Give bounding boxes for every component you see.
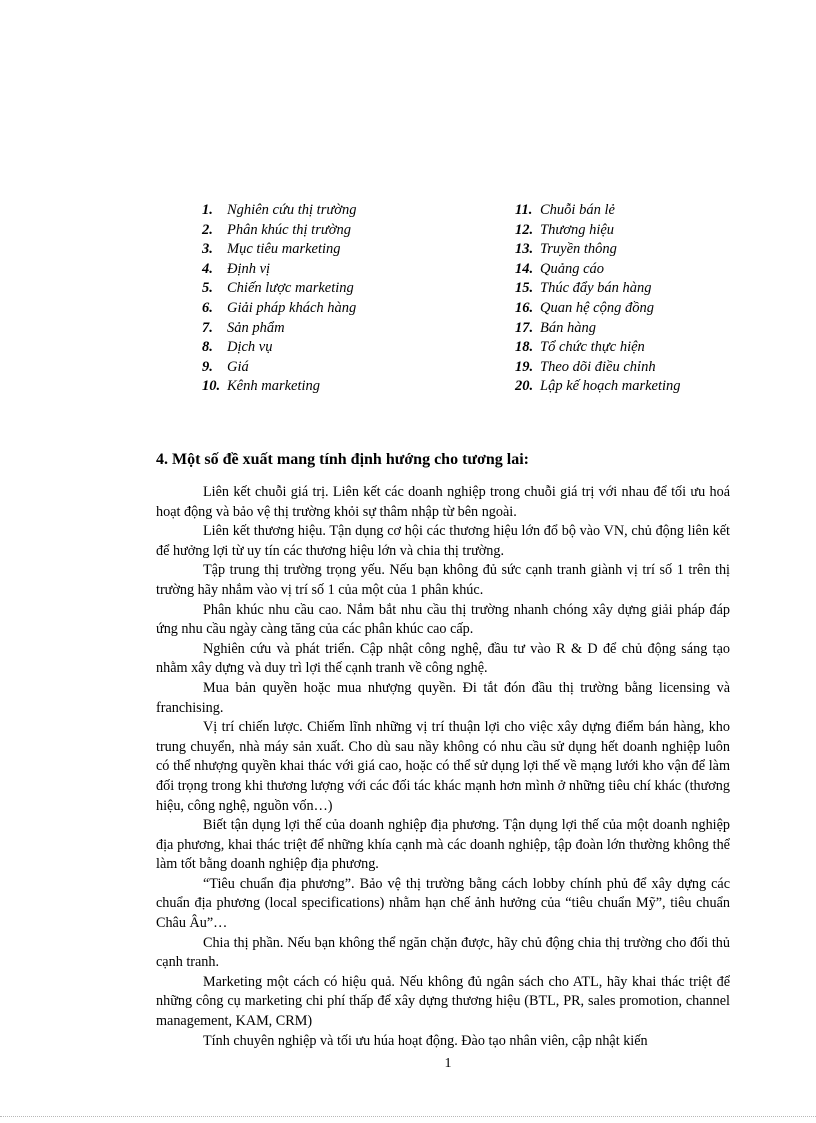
list-item-text: Theo dõi điều chỉnh — [540, 358, 656, 375]
list-number: 4. — [202, 260, 213, 277]
list-item — [515, 260, 681, 280]
list-number: 20. — [515, 378, 534, 395]
paragraph: Marketing một cách có hiệu quả. Nếu không đủ ngân sách cho ATL, hãy khai thác triệt để những công cụ marketing chi phí thấp để xây dựng thương hiệu (BTL, PR, sales promotion, channel management, KAM, CRM) — [156, 973, 730, 1030]
list-number: 13. — [515, 241, 534, 258]
list-item — [515, 279, 681, 299]
list-number: 15. — [515, 280, 534, 297]
list-item-text: Kênh marketing — [227, 378, 321, 395]
list-number: 19. — [515, 358, 534, 375]
list-number: 1. — [202, 202, 213, 218]
list-number: 8. — [202, 339, 213, 356]
paragraph: Biết tận dụng lợi thế của doanh nghiệp địa phương. Tận dụng lợi thế của một doanh nghiệp địa phương, khai thác triệt để những khía cạnh mà các doanh nghiệp, tập đoàn lớn thường không thể làm tốt bằng doanh nghiệp địa phương. — [156, 817, 730, 873]
list-item — [202, 221, 356, 241]
list-item-text: Chuỗi bán lẻ — [540, 202, 615, 218]
list-item-text: Truyền thông — [540, 241, 617, 258]
list-number: 7. — [202, 319, 213, 336]
list-item-text: Quảng cáo — [540, 260, 605, 277]
list-item — [202, 319, 356, 339]
list-item — [202, 358, 356, 378]
list-number: 2. — [202, 221, 213, 238]
paragraph: Liên kết chuỗi giá trị. Liên kết các doanh nghiệp trong chuỗi giá trị với nhau để tối ưu hoá hoạt động và bảo vệ thị trường khỏi sự thâm nhập từ bên ngoài. — [156, 484, 730, 520]
body-text — [156, 483, 730, 1051]
list-item — [515, 221, 681, 241]
list-item-text: Bán hàng — [540, 319, 596, 336]
outline-list-left — [202, 201, 356, 397]
list-number: 6. — [202, 299, 213, 316]
list-item-text: Lập kế hoạch marketing — [540, 378, 681, 395]
list-item — [202, 279, 356, 299]
list-item — [202, 240, 356, 260]
paragraph: Vị trí chiến lược. Chiếm lĩnh những vị trí thuận lợi cho việc xây dựng điểm bán hàng, kho trung chuyển, nhà máy sản xuất. Cho dù sau nầy không có nhu cầu sử dụng hết doanh nghiệp luôn có thể nhượng quyền khai thác với giá cao, hoặc có thể sử dụng lợi thế về mạng lưới kho vận để làm đối trọng trong khi thương lượng với các đối tác khác mạnh hơn mình ở những tiêu chí khác (thương hiệu, công nghệ, nguồn vốn…) — [156, 719, 730, 814]
outline-list-right — [515, 201, 681, 397]
list-item-text: Sản phẩm — [227, 319, 285, 336]
list-number: 11. — [515, 202, 533, 218]
list-item-text: Mục tiêu marketing — [227, 241, 341, 258]
paragraph: Nghiên cứu và phát triển. Cập nhật công nghệ, đầu tư vào R & D để chủ động sáng tạo nhằm xây dựng và duy trì lợi thế cạnh tranh về công nghệ. — [156, 640, 730, 677]
list-item-text: Thương hiệu — [540, 221, 615, 238]
list-item — [202, 338, 356, 358]
list-item-text: Quan hệ cộng đồng — [540, 299, 654, 316]
list-number: 17. — [515, 319, 534, 336]
paragraph: “Tiêu chuẩn địa phương”. Bảo vệ thị trường bằng cách lobby chính phủ để xây dựng các chuẩn địa phương (local specifications) nhằm hạn chế ảnh hưởng của “tiêu chuẩn Mỹ”, tiêu chuẩn Châu Âu”… — [156, 875, 730, 932]
list-item — [515, 377, 681, 397]
list-item — [515, 319, 681, 339]
list-item — [515, 358, 681, 378]
paragraph: Chia thị phần. Nếu bạn không thể ngăn chặn được, hãy chủ động chia thị trường cho đối thủ cạnh tranh. — [156, 934, 730, 971]
paragraph: Mua bản quyền hoặc mua nhượng quyền. Đi tắt đón đầu thị trường bằng licensing và franchising. — [156, 679, 730, 716]
page-bottom-rule — [0, 1116, 816, 1117]
list-item — [515, 338, 681, 358]
paragraph: Liên kết thương hiệu. Tận dụng cơ hội các thương hiệu lớn đổ bộ vào VN, chủ động liên kết để hưởng lợi từ uy tín các thương hiệu lớn và chia thị trường. — [156, 523, 730, 559]
paragraph: Tính chuyên nghiệp và tối ưu húa hoạt động. Đào tạo nhân viên, cập nhật kiến — [203, 1032, 648, 1049]
list-item-text: Định vị — [227, 260, 271, 277]
list-item-text: Chiến lược marketing — [227, 280, 354, 297]
list-item-text: Dịch vụ — [227, 339, 273, 356]
page-number: 1 — [444, 1056, 452, 1071]
list-number: 9. — [202, 358, 213, 375]
list-item-text: Giải pháp khách hàng — [227, 299, 357, 316]
list-number: 14. — [515, 260, 534, 277]
section-heading: 4. Một số đề xuất mang tính định hướng cho tương lai: — [156, 451, 529, 468]
paragraph: Phân khúc nhu cầu cao. Nắm bắt nhu cầu thị trường nhanh chóng xây dựng giải pháp đáp ứng nhu cầu ngày càng tăng của các phân khúc cao cấp. — [156, 601, 730, 638]
paragraph: Tập trung thị trường trọng yếu. Nếu bạn không đủ sức cạnh tranh giành vị trí số 1 trên thị trường hãy nhắm vào vị trí số 1 của một của 1 phân khúc. — [156, 562, 730, 598]
list-item-text: Nghiên cứu thị trường — [227, 202, 357, 218]
list-item — [202, 201, 356, 221]
list-number: 10. — [202, 378, 221, 395]
list-item — [202, 377, 356, 397]
list-item-text: Phân khúc thị trường — [227, 221, 351, 238]
list-number: 3. — [202, 241, 213, 258]
list-item — [515, 201, 681, 221]
list-number: 16. — [515, 299, 534, 316]
list-item-text: Tổ chức thực hiện — [540, 339, 645, 356]
list-item — [515, 240, 681, 260]
list-number: 5. — [202, 280, 213, 297]
list-item — [202, 260, 356, 280]
list-item-text: Giá — [227, 358, 249, 375]
list-number: 12. — [515, 221, 534, 238]
list-item — [202, 299, 356, 319]
list-item — [515, 299, 681, 319]
list-item-text: Thúc đẩy bán hàng — [540, 280, 652, 297]
list-number: 18. — [515, 339, 534, 356]
